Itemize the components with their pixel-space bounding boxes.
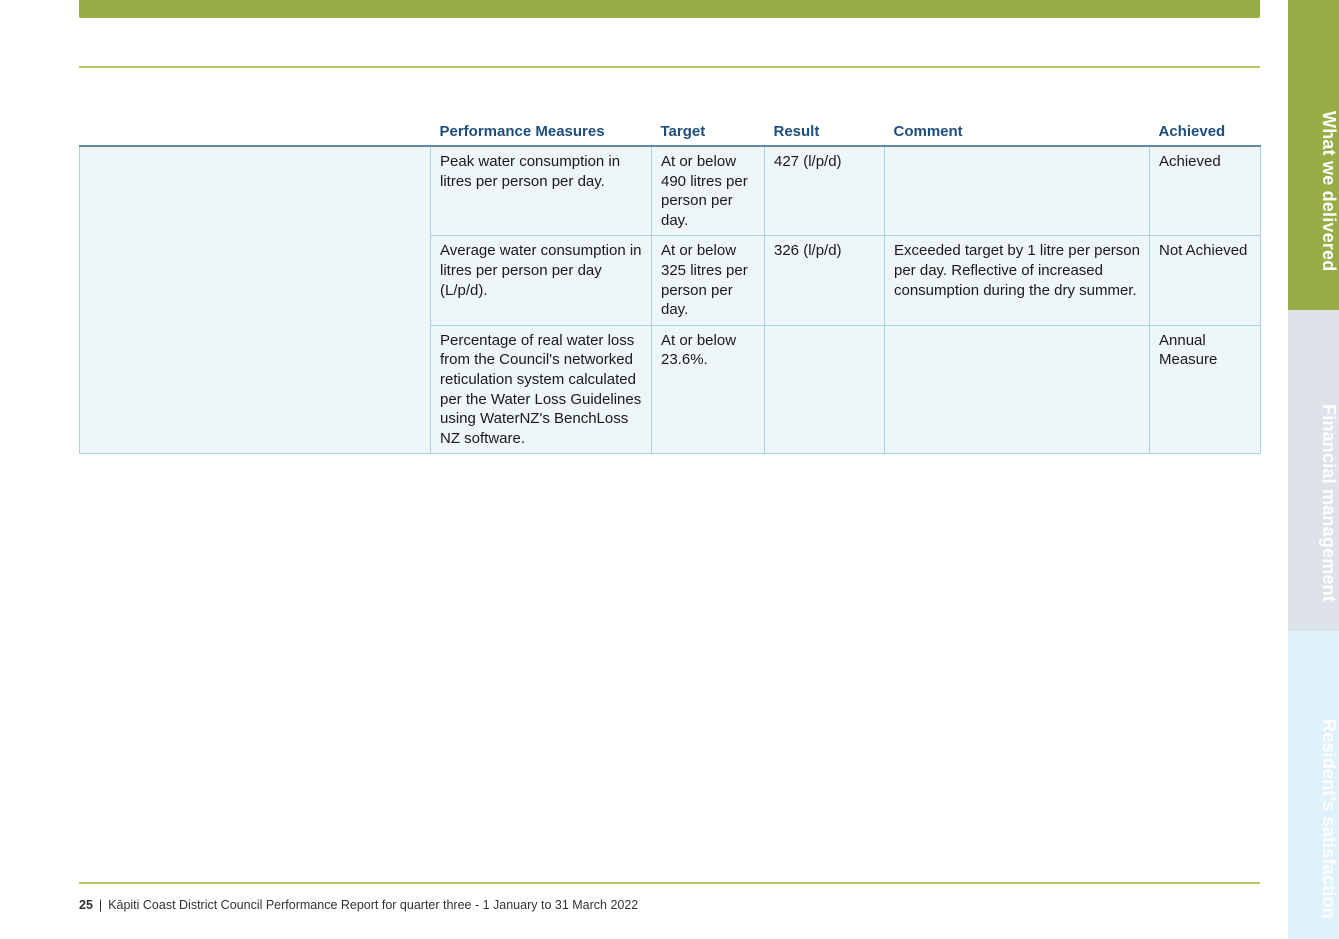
result-cell: 326 (l/p/d) [765, 236, 885, 325]
divider [79, 66, 1260, 68]
footer [79, 898, 638, 912]
comment-cell [885, 146, 1150, 236]
achieved-cell: Achieved [1150, 146, 1261, 236]
measure-cell: Percentage of real water loss from the Council's networked reticulation system calculated per the Water Loss Guidelines using WaterNZ's BenchLoss NZ software. [431, 325, 652, 454]
target-cell: At or below 325 litres per person per day. [652, 236, 765, 325]
header-bar [79, 0, 1260, 18]
achieved-cell: Annual Measure [1150, 325, 1261, 454]
result-cell: 427 (l/p/d) [765, 146, 885, 236]
header-achieved: Achieved [1150, 116, 1261, 146]
tab-what-we-delivered[interactable] [1288, 0, 1339, 310]
tab-label: Financial management [1319, 404, 1339, 603]
table-header-row [80, 116, 1261, 146]
page-number: 25 [79, 898, 93, 912]
header-comment: Comment [885, 116, 1150, 146]
tab-label: What we delivered [1319, 110, 1339, 272]
tab-residents-satisfaction[interactable] [1288, 631, 1339, 939]
tab-label: Resident's satisfaction [1319, 719, 1339, 919]
comment-cell: Exceeded target by 1 litre per person per day. Reflective of increased consumption during the dry summer. [885, 236, 1150, 325]
measure-cell: Peak water consumption in litres per person per day. [431, 146, 652, 236]
target-cell: At or below 490 litres per person per day. [652, 146, 765, 236]
performance-table [79, 116, 1260, 454]
comment-cell [885, 325, 1150, 454]
measures-table [79, 116, 1261, 454]
footer-separator: | [98, 898, 103, 912]
header-blank [80, 116, 431, 146]
footer-divider [79, 882, 1260, 884]
tab-financial-management[interactable] [1288, 310, 1339, 631]
header-performance-measures: Performance Measures [431, 116, 652, 146]
achieved-cell: Not Achieved [1150, 236, 1261, 325]
blank-cell [80, 146, 431, 454]
header-target: Target [652, 116, 765, 146]
header-result: Result [765, 116, 885, 146]
target-cell: At or below 23.6%. [652, 325, 765, 454]
result-cell [765, 325, 885, 454]
footer-text: Kāpiti Coast District Council Performance Report for quarter three - 1 January to 31 March 2022 [108, 898, 639, 912]
table-row [80, 146, 1261, 236]
measure-cell: Average water consumption in litres per person per day (L/p/d). [431, 236, 652, 325]
